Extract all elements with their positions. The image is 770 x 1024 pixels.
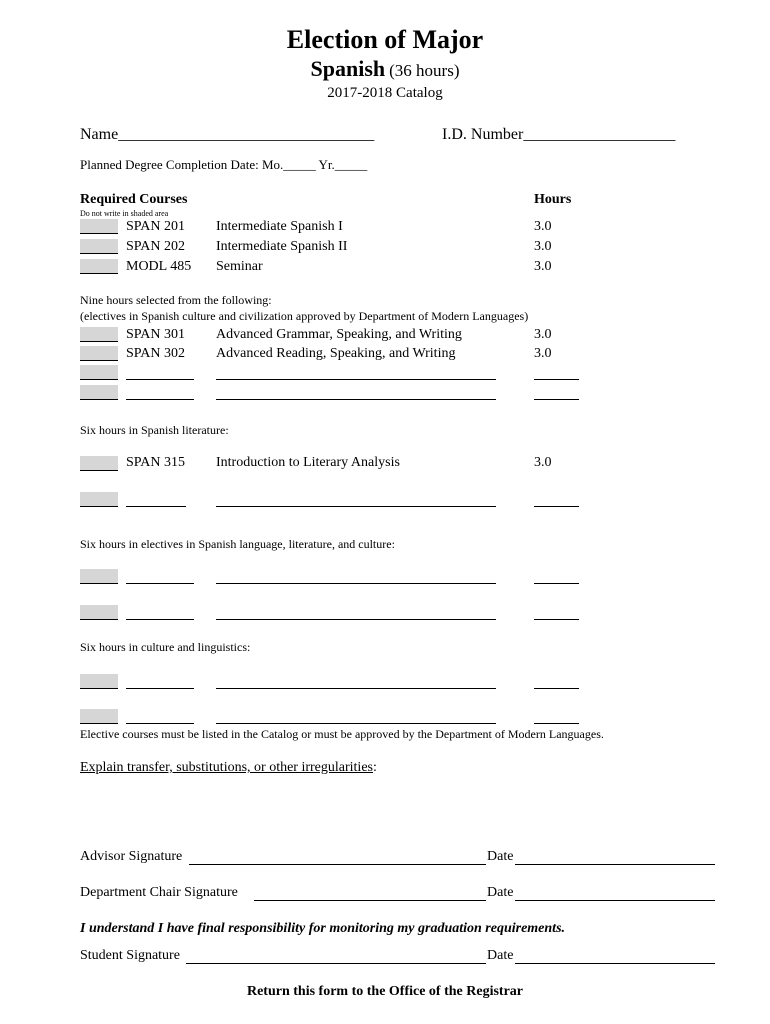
chair-signature-label: Department Chair Signature (80, 885, 238, 900)
nine-hours-heading: Nine hours selected from the following: (80, 293, 272, 307)
course-hours: 3.0 (534, 327, 552, 342)
chair-date-label: Date (487, 885, 514, 900)
course-hours-blank[interactable] (534, 379, 579, 380)
elective-note: Elective courses must be listed in the Catalog or must be approved by the Department of Modern Languages. (80, 727, 604, 741)
course-code-blank[interactable] (126, 723, 194, 724)
course-code: SPAN 315 (126, 455, 186, 470)
course-hours-blank[interactable] (534, 583, 579, 584)
course-code: MODL 485 (126, 259, 192, 274)
course-hours-blank[interactable] (534, 688, 579, 689)
advisor-date-label: Date (487, 849, 514, 864)
id-number-field[interactable]: I.D. Number___________________ (442, 126, 676, 143)
course-hours-blank[interactable] (534, 506, 579, 507)
course-code: SPAN 201 (126, 219, 186, 234)
chair-date-line[interactable] (515, 900, 715, 901)
course-code-blank[interactable] (126, 619, 194, 620)
course-title-blank[interactable] (216, 399, 496, 400)
course-hours: 3.0 (534, 346, 552, 361)
explain-colon: : (372, 760, 377, 775)
course-hours-blank[interactable] (534, 723, 579, 724)
shaded-box (80, 327, 118, 342)
shaded-box (80, 605, 118, 620)
shaded-box (80, 492, 118, 507)
advisor-signature-label: Advisor Signature (80, 849, 183, 864)
explain-heading (80, 760, 377, 776)
course-code-blank[interactable] (126, 583, 194, 584)
course-code-blank[interactable] (126, 379, 194, 380)
student-signature-line[interactable] (186, 963, 486, 964)
major-name: Spanish (310, 56, 386, 81)
name-field[interactable]: Name________________________________ (80, 126, 375, 143)
course-title: Intermediate Spanish I (216, 219, 343, 234)
responsibility-statement: I understand I have final responsibility for monitoring my graduation requirements. (80, 921, 566, 936)
student-date-line[interactable] (515, 963, 715, 964)
course-title-blank[interactable] (216, 723, 496, 724)
required-courses-heading: Required Courses (80, 192, 188, 207)
course-title-blank[interactable] (216, 583, 496, 584)
return-instruction: Return this form to the Office of the Registrar (246, 984, 524, 999)
course-hours: 3.0 (534, 239, 552, 254)
six-hours-culture-heading: Six hours in culture and linguistics: (80, 640, 251, 654)
course-title-blank[interactable] (216, 688, 496, 689)
shaded-box (80, 385, 118, 400)
course-hours: 3.0 (534, 259, 552, 274)
course-title: Introduction to Literary Analysis (216, 455, 400, 470)
course-title-blank[interactable] (216, 506, 496, 507)
explain-label: Explain transfer, substitutions, or other irregularities (80, 760, 373, 775)
shaded-box (80, 709, 118, 724)
six-hours-literature-heading: Six hours in Spanish literature: (80, 423, 229, 437)
course-title-blank[interactable] (216, 619, 496, 620)
student-date-label: Date (487, 948, 514, 963)
major-hours: (36 hours) (389, 61, 460, 80)
course-code: SPAN 301 (126, 327, 186, 342)
advisor-signature-line[interactable] (189, 864, 486, 865)
course-title: Intermediate Spanish II (216, 239, 348, 254)
course-title: Advanced Reading, Speaking, and Writing (216, 346, 456, 361)
course-title-blank[interactable] (216, 379, 496, 380)
shaded-box (80, 346, 118, 361)
shaded-box (80, 239, 118, 254)
hours-heading: Hours (534, 192, 572, 207)
catalog-year: 2017-2018 Catalog (327, 85, 443, 101)
course-hours: 3.0 (534, 219, 552, 234)
course-hours-blank[interactable] (534, 619, 579, 620)
shaded-box (80, 219, 118, 234)
course-hours: 3.0 (534, 455, 552, 470)
course-code-blank[interactable] (126, 688, 194, 689)
course-code-blank[interactable] (126, 399, 194, 400)
six-hours-electives-heading: Six hours in electives in Spanish language, literature, and culture: (80, 537, 395, 551)
course-code: SPAN 302 (126, 346, 186, 361)
chair-signature-line[interactable] (254, 900, 486, 901)
shaded-box (80, 674, 118, 689)
nine-hours-note: (electives in Spanish culture and civilization approved by Department of Modern Languages) (80, 309, 529, 323)
shaded-box (80, 365, 118, 380)
shaded-area-note: Do not write in shaded area (80, 209, 169, 218)
student-signature-label: Student Signature (80, 948, 180, 963)
course-title: Seminar (216, 259, 263, 274)
shaded-box (80, 569, 118, 584)
course-hours-blank[interactable] (534, 399, 579, 400)
shaded-box (80, 259, 118, 274)
form-subtitle (0, 56, 770, 82)
planned-completion-date[interactable]: Planned Degree Completion Date: Mo._____ Yr._____ (80, 157, 368, 172)
advisor-date-line[interactable] (515, 864, 715, 865)
course-code-blank[interactable] (126, 506, 186, 507)
form-title: Election of Major (286, 25, 484, 54)
course-code: SPAN 202 (126, 239, 186, 254)
shaded-box (80, 456, 118, 471)
course-title: Advanced Grammar, Speaking, and Writing (216, 327, 462, 342)
